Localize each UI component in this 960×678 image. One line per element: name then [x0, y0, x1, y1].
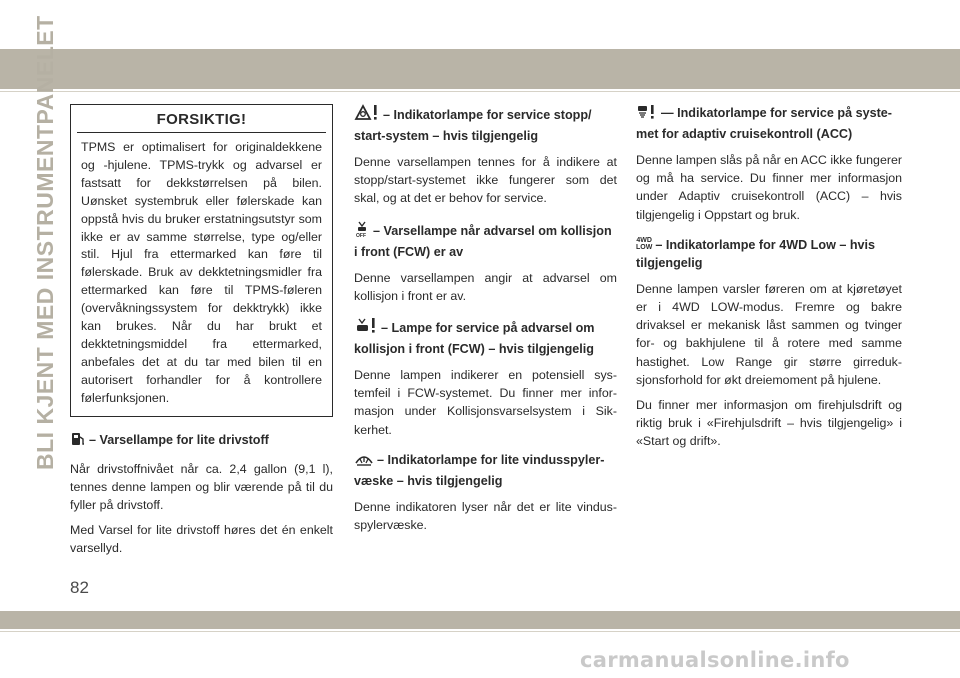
fuel-heading — [70, 431, 333, 452]
fcw-service-paragraph: Denne lampen indikerer en potensiell systemfeil i FCW-systemet. Du finner mer informasjon under Kollisjonsvarselsystem i Sikkerhet. — [354, 368, 617, 437]
washer-heading — [354, 451, 617, 490]
fuel-paragraph-1: Når drivstoffnivået når ca. 2,4 gallon (9,1 l), tennes denne lampen og blir værende på til du fyller på drivstoff. — [70, 461, 333, 512]
stopstart-heading — [354, 104, 617, 145]
fcw-service-heading-text: – Lampe for service på advarsel om kollisjon i front (FCW) – hvis tilgjengelig — [354, 321, 595, 357]
4wd-low-icon: 4WD LOW — [636, 236, 653, 251]
fcw-off-paragraph: Denne varsellampen angir at advarsel om kollisjon i front er av. — [354, 270, 617, 303]
acc-heading-text: — Indikatorlampe for service på systemet for adaptiv cruisekontroll (ACC) — [636, 106, 892, 141]
svg-text:OFF: OFF — [356, 232, 366, 238]
fcw-off-icon — [354, 220, 370, 243]
washer-heading-text: – Indikatorlampe for lite vindusspylervæske – hvis tilgjengelig — [354, 452, 605, 488]
acc-service-icon — [636, 104, 658, 125]
washer-paragraph: Denne indikatoren lyser når det er lite vindusspylervæske. — [354, 499, 617, 533]
4wd-low-paragraph-1: Denne lampen varsler føreren om at kjøretøyet er i 4WD LOW-modus. Fremre og bakre drivaksel er mekanisk låst sammen og tvinger for- og bakhjulene til å rotere med samme hastighet. Low Range gir større girreduksjonsforhold for økt dreiemoment på hjulene. — [636, 281, 902, 387]
fcw-off-heading — [354, 220, 617, 261]
side-section-title: BLI KJENT MED INSTRUMENTPANELET — [32, 15, 58, 470]
stopstart-heading-text: – Indikatorlampe for service stopp/ start-system – hvis tilgjengelig — [354, 108, 592, 143]
fcw-off-heading-text: – Varsellampe når advarsel om kollisjon i front (FCW) er av — [354, 223, 612, 259]
acc-paragraph: Denne lampen slås på når en ACC ikke fungerer og må ha service. Du finner mer informasjon under Adaptiv cruisekontroll (ACC) – hvis tilgjengelig i Oppstart og bruk. — [636, 153, 902, 222]
4wd-low-heading-text: – Indikatorlampe for 4WD Low – hvis tilgjengelig — [636, 237, 876, 270]
fuel-heading-text: – Varsellampe for lite drivstoff — [89, 432, 269, 447]
acc-heading — [636, 104, 902, 143]
4wd-low-paragraph-2: Du finner mer informasjon om firehjulsdrift og riktig bruk i «Firehjulsdrift – hvis tilgjengelig» i «Start og drift». — [636, 398, 902, 449]
column-1 — [70, 104, 333, 558]
fuel-paragraph-2: Med Varsel for lite drivstoff høres det én enkelt varsellyd. — [70, 523, 333, 556]
fcw-service-heading — [354, 317, 617, 358]
4wd-low-heading — [636, 236, 902, 272]
caution-box — [70, 104, 333, 417]
stop-start-service-icon — [354, 104, 380, 127]
top-band-line — [0, 91, 960, 92]
caution-text: TPMS er optimalisert for originaldekkene og -hjulene. TPMS-trykk og advarsel er fastsatt for dekkstørrelsen på bilen. Uønsket systembruk eller følerskade kan oppstå hvis du bruker erstatningsutstyr som ikke er av samme størrelse, type og/eller stil. Hjul fra ettermarked kan føre til følerskade. Bruk av dekktetningsmidler fra ettermarked kan føre til TPMS-føleren (overvåkningssystem for dekktrykk) ikke kan brukes. Når du har brukt et dekktetningsmiddel fra ettermarked, anbefales det at du tar med bilen til en autorisert forhandler for å kontrollere følerfunksjonen. — [81, 140, 322, 405]
page-number: 82 — [70, 578, 89, 597]
column-2 — [354, 104, 617, 534]
stopstart-paragraph: Denne varsellampen tennes for å indikere at stopp/start-systemet ikke fungerer som det skal, og at det er behov for service. — [354, 155, 617, 206]
fcw-service-icon — [354, 317, 378, 340]
washer-fluid-icon — [354, 451, 374, 472]
bottom-band — [0, 611, 960, 629]
bottom-band-line — [0, 631, 960, 632]
column-3 — [636, 104, 902, 451]
caution-title: FORSIKTIG! — [77, 105, 326, 133]
top-band — [0, 49, 960, 89]
fuel-pump-icon — [70, 431, 86, 452]
watermark: carmanualsonline.info — [580, 648, 850, 672]
